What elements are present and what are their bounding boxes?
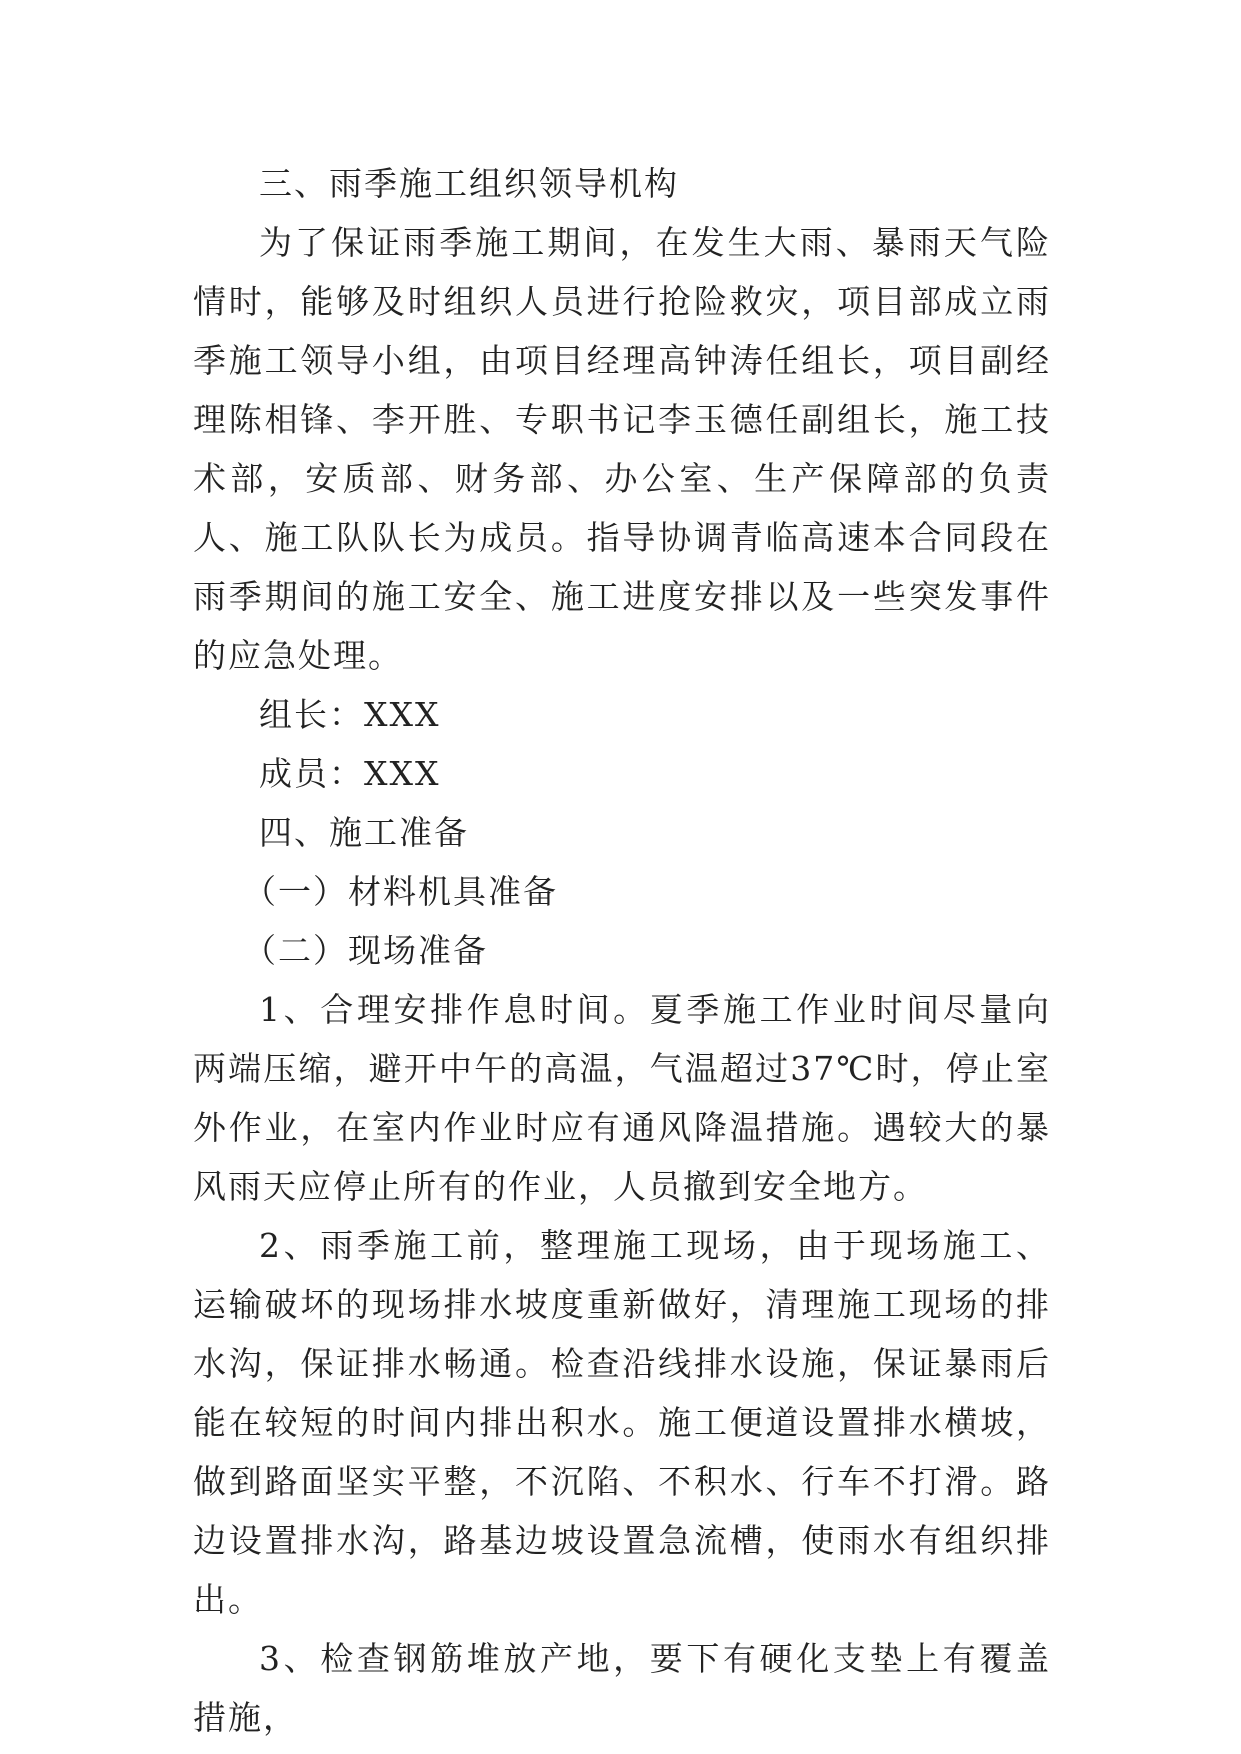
subsection-2-heading: （二）现场准备 (243, 931, 488, 970)
item-3-paragraph: 3、检查钢筋堆放产地，要下有硬化支垫上有覆盖措施， (193, 1639, 1051, 1737)
members-line: 成员：XXX (259, 754, 441, 793)
item-1-paragraph: 1、合理安排作息时间。夏季施工作业时间尽量向两端压缩，避开中午的高温，气温超过37℃时，停止室外作业，在室内作业时应有通风降温措施。遇较大的暴风雨天应停止所有的作业，人员撤到安全地方。 (193, 990, 1051, 1206)
section-3-heading: 三、雨季施工组织领导机构 (259, 164, 679, 203)
subsection-1-heading: （一）材料机具准备 (243, 872, 558, 911)
section-4-heading: 四、施工准备 (259, 813, 469, 852)
section-3-paragraph: 为了保证雨季施工期间，在发生大雨、暴雨天气险情时，能够及时组织人员进行抢险救灾，项目部成立雨季施工领导小组，由项目经理高钟涛任组长，项目副经理陈相锋、李开胜、专职书记李玉德任副组长，施工技术部，安质部、财务部、办公室、生产保障部的负责人、施工队队长为成员。指导协调青临高速本合同段在雨季期间的施工安全、施工进度安排以及一些突发事件的应急处理。 (193, 223, 1051, 675)
document-body (193, 154, 1051, 1747)
item-2-paragraph: 2、雨季施工前，整理施工现场，由于现场施工、运输破坏的现场排水坡度重新做好，清理施工现场的排水沟，保证排水畅通。检查沿线排水设施，保证暴雨后能在较短的时间内排出积水。施工便道设置排水横坡，做到路面坚实平整，不沉陷、不积水、行车不打滑。路边设置排水沟，路基边坡设置急流槽，使雨水有组织排出。 (193, 1226, 1051, 1619)
leader-line: 组长：XXX (259, 695, 441, 734)
